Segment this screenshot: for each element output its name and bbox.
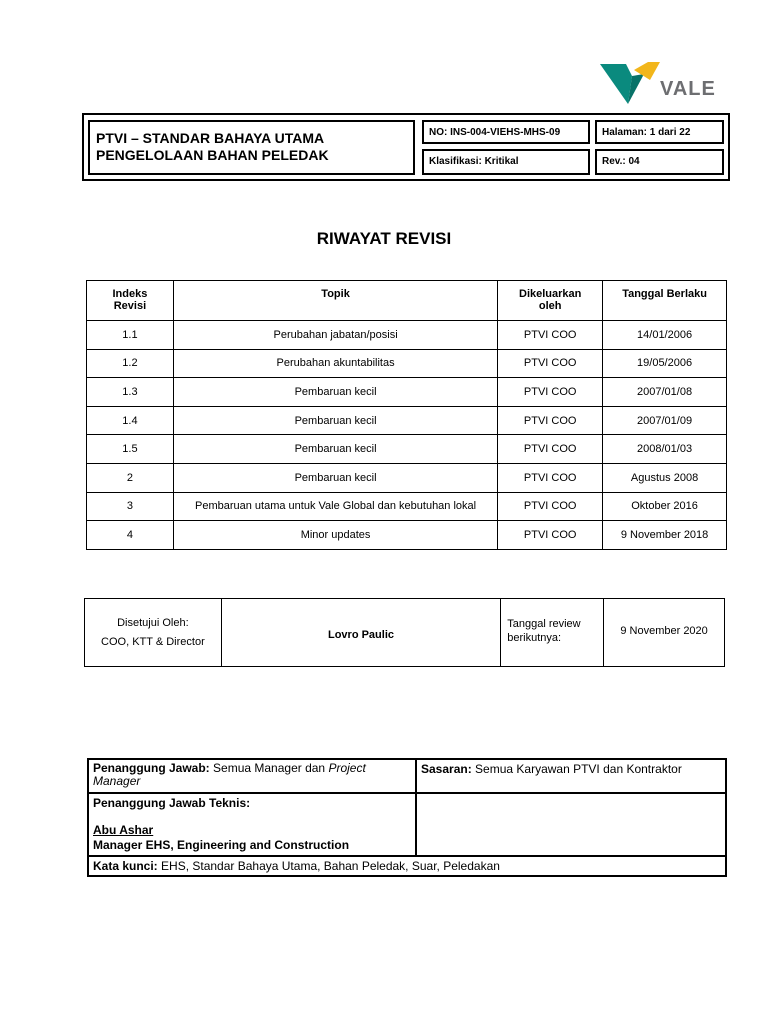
cell-tanggal: Oktober 2016 [603,492,727,521]
responsible-value-italic: Project Manager [93,761,366,788]
cell-tanggal: 2007/01/09 [603,406,727,435]
technical-responsible-name: Abu Ashar [93,823,154,837]
target-cell [416,759,726,793]
cell-indeks: 3 [87,492,174,521]
classification: Klasifikasi: Kritikal [429,156,519,167]
cell-topik: Pembaruan kecil [173,435,497,464]
approval-table [84,598,725,667]
cell-tanggal: 2007/01/08 [603,378,727,407]
table-row [87,321,727,350]
vale-logo-text: VALE [660,78,716,100]
classification-box [422,149,590,175]
responsible-label: Penanggung Jawab: [93,761,210,775]
next-review-date: 9 November 2020 [604,599,725,667]
document-title [96,130,329,164]
technical-responsible-title: Manager EHS, Engineering and Construction [93,838,350,852]
cell-topik: Pembaruan utama untuk Vale Global dan kebutuhan lokal [173,492,497,521]
approved-by-label: Disetujui Oleh: [117,616,189,629]
cell-oleh: PTVI COO [498,492,603,521]
document-title-line-1: PTVI – STANDAR BAHAYA UTAMA [96,130,325,146]
header-indeks-line-1: Indeks [112,288,148,300]
cell-oleh: PTVI COO [498,378,603,407]
vale-logo-mark-icon [598,56,660,106]
header-tanggal: Tanggal Berlaku [603,281,727,321]
table-header-row [87,281,727,321]
header-topik: Topik [173,281,497,321]
header-dikeluarkan [498,281,603,321]
next-review-label-line-1: Tanggal review [507,617,581,630]
cell-indeks: 1.2 [87,349,174,378]
page-number: Halaman: 1 dari 22 [602,127,691,138]
responsible-value: Semua Manager dan [213,761,326,775]
page-number-box [595,120,724,144]
cell-topik: Perubahan akuntabilitas [173,349,497,378]
technical-responsible-cell [88,793,416,856]
document-title-box [88,120,415,175]
responsibility-table [87,758,727,877]
document-number: NO: INS-004-VIEHS-MHS-09 [429,127,561,138]
table-row [87,435,727,464]
keywords-value: EHS, Standar Bahaya Utama, Bahan Peledak, Suar, Peledakan [161,859,500,873]
cell-indeks: 1.3 [87,378,174,407]
cell-tanggal: 14/01/2006 [603,321,727,350]
cell-oleh: PTVI COO [498,435,603,464]
cell-oleh: PTVI COO [498,463,603,492]
cell-topik: Minor updates [173,521,497,550]
cell-oleh: PTVI COO [498,349,603,378]
approved-by-cell [85,599,222,667]
cell-indeks: 1.1 [87,321,174,350]
technical-row [88,793,726,856]
cell-tanggal: 19/05/2006 [603,349,727,378]
empty-cell [416,793,726,856]
cell-indeks: 4 [87,521,174,550]
cell-tanggal: Agustus 2008 [603,463,727,492]
revision-box [595,149,724,175]
cell-topik: Pembaruan kecil [173,406,497,435]
technical-responsible-label: Penanggung Jawab Teknis: [93,796,251,810]
vale-logo [598,56,720,106]
document-title-line-2: PENGELOLAAN BAHAN PELEDAK [96,147,329,163]
cell-topik: Pembaruan kecil [173,463,497,492]
table-row [87,406,727,435]
approval-row [85,599,725,667]
cell-topik: Perubahan jabatan/posisi [173,321,497,350]
next-review-label-line-2: berikutnya: [507,631,562,644]
revision-history-table [86,280,727,550]
cell-indeks: 1.4 [87,406,174,435]
table-row [87,492,727,521]
table-row [87,349,727,378]
responsible-cell [88,759,416,793]
next-review-label-cell [501,599,604,667]
table-row [87,463,727,492]
cell-oleh: PTVI COO [498,321,603,350]
cell-oleh: PTVI COO [498,406,603,435]
approver-role: COO, KTT & Director [101,635,205,648]
target-label: Sasaran: [421,762,472,776]
keywords-row [88,856,726,876]
section-title: RIWAYAT REVISI [316,229,452,248]
cell-indeks: 1.5 [87,435,174,464]
table-row [87,378,727,407]
keywords-label: Kata kunci: [93,859,158,873]
cell-tanggal: 2008/01/03 [603,435,727,464]
table-row [87,521,727,550]
target-value: Semua Karyawan PTVI dan Kontraktor [475,762,682,776]
responsibility-row [88,759,726,793]
revision: Rev.: 04 [602,156,640,167]
header-indeks-line-2: Revisi [113,300,147,312]
document-number-box [422,120,590,144]
cell-oleh: PTVI COO [498,521,603,550]
cell-indeks: 2 [87,463,174,492]
approver-name: Lovro Paulic [221,599,500,667]
cell-tanggal: 9 November 2018 [603,521,727,550]
header-indeks [87,281,174,321]
keywords-cell [88,856,726,876]
cell-topik: Pembaruan kecil [173,378,497,407]
header-dikeluarkan-line-2: oleh [538,300,562,312]
header-dikeluarkan-line-1: Dikeluarkan [519,288,582,300]
